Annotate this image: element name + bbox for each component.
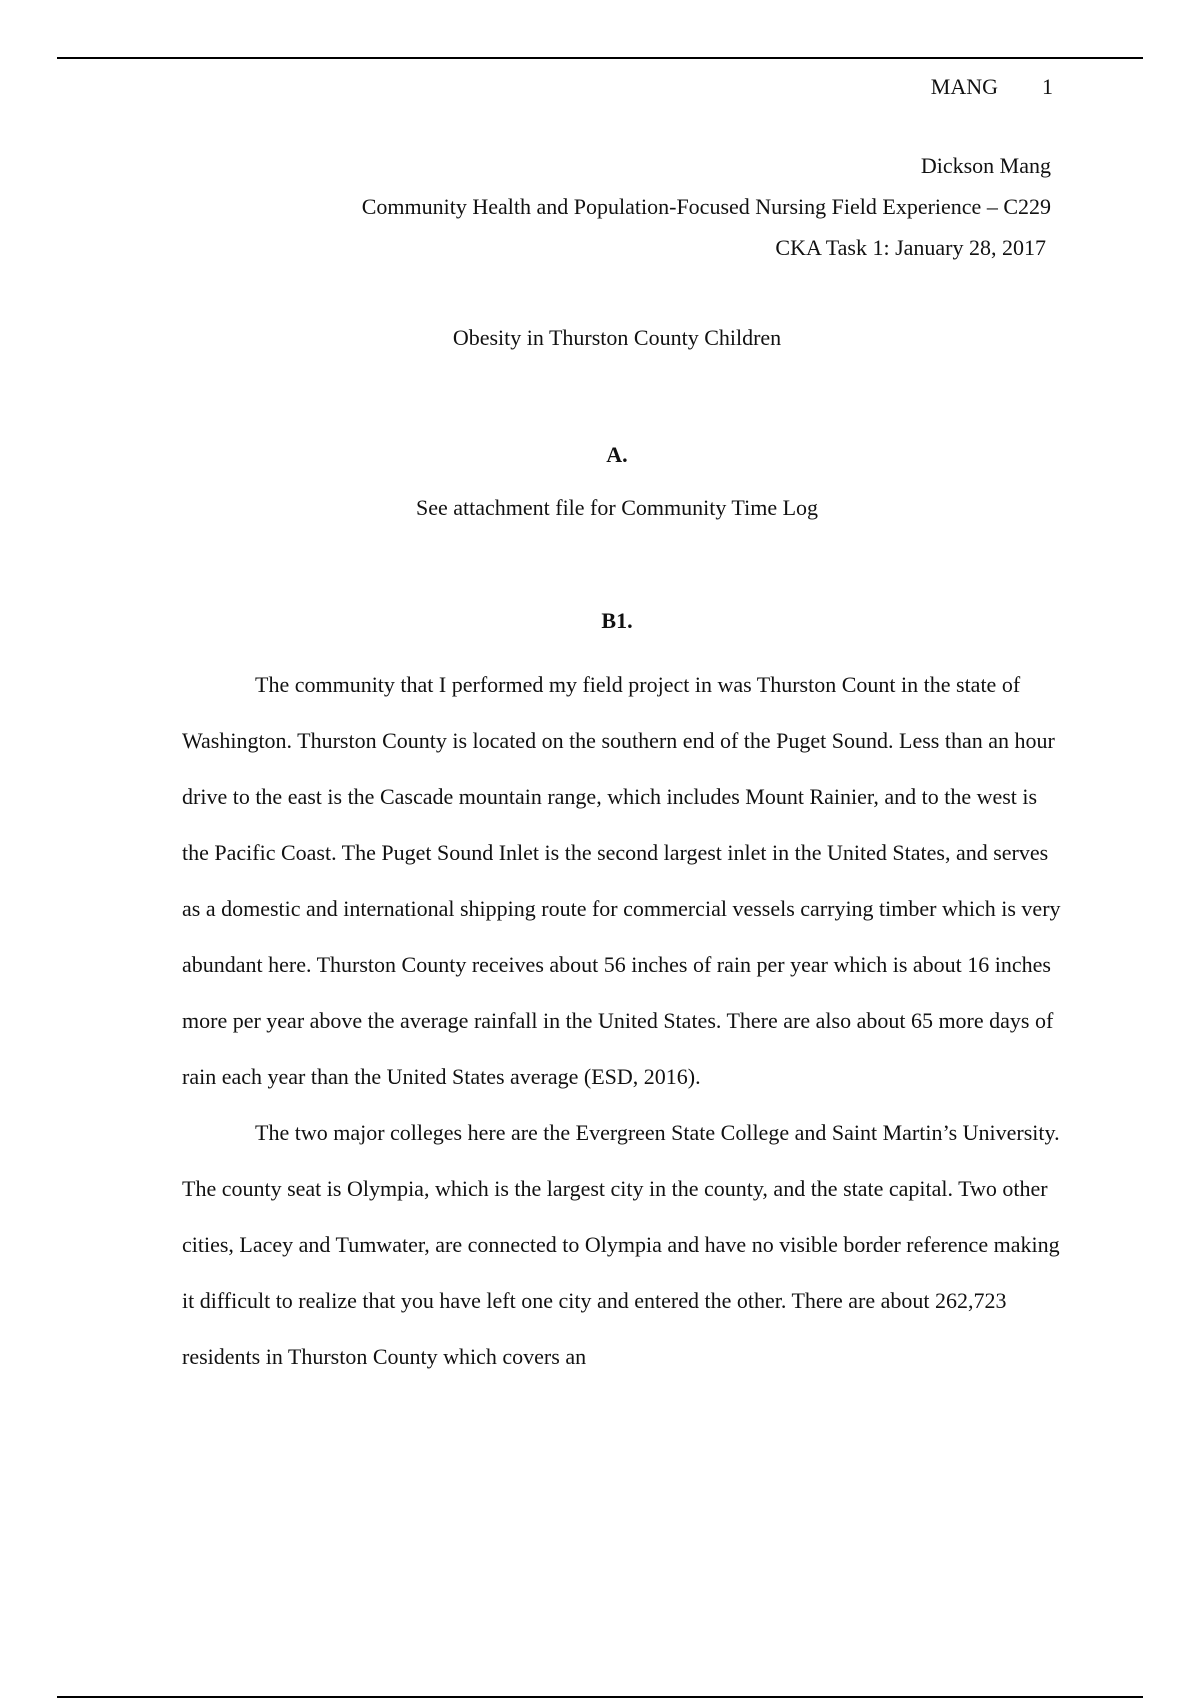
task-date: CKA Task 1: January 28, 2017	[775, 235, 1046, 260]
section-b1-body	[182, 657, 1062, 1385]
body-paragraph: The community that I performed my field project in was Thurston Count in the state of Washington. Thurston County is located on the southern end of the Puget Sound. Less than an hour drive to the east is the Cascade mountain range, which includes Mount Rainier, and to the west is the Pacific Coast. The Puget Sound Inlet is the second largest inlet in the United States, and serves as a domestic and international shipping route for commercial vessels carrying timber which is very abundant here. Thurston County receives about 56 inches of rain per year which is about 16 inches more per year above the average rainfall in the United States. There are also about 65 more days of rain each year than the United States average (ESD, 2016).	[182, 672, 1061, 1089]
section-b1-heading: B1.	[601, 608, 633, 633]
body-paragraph: The two major colleges here are the Evergreen State College and Saint Martin’s University. The county seat is Olympia, which is the largest city in the county, and the state capital. Two other cities, Lacey and Tumwater, are connected to Olympia and have no visible border reference making it difficult to realize that you have left one city and entered the other. There are about 262,723 residents in Thurston County which covers an	[182, 1120, 1060, 1369]
running-head-name: MANG	[930, 74, 998, 99]
section-a-heading: A.	[606, 442, 628, 467]
author-block	[362, 145, 1051, 268]
document-title: Obesity in Thurston County Children	[452, 325, 782, 350]
page-number: 1	[1042, 74, 1053, 99]
bottom-rule	[57, 1696, 1143, 1698]
section-a-note: See attachment file for Community Time Log	[415, 495, 819, 520]
author-name: Dickson Mang	[920, 153, 1051, 178]
course-title: Community Health and Population-Focused Nursing Field Experience – C229	[361, 194, 1051, 219]
running-head	[931, 74, 1053, 100]
top-rule	[57, 57, 1143, 59]
